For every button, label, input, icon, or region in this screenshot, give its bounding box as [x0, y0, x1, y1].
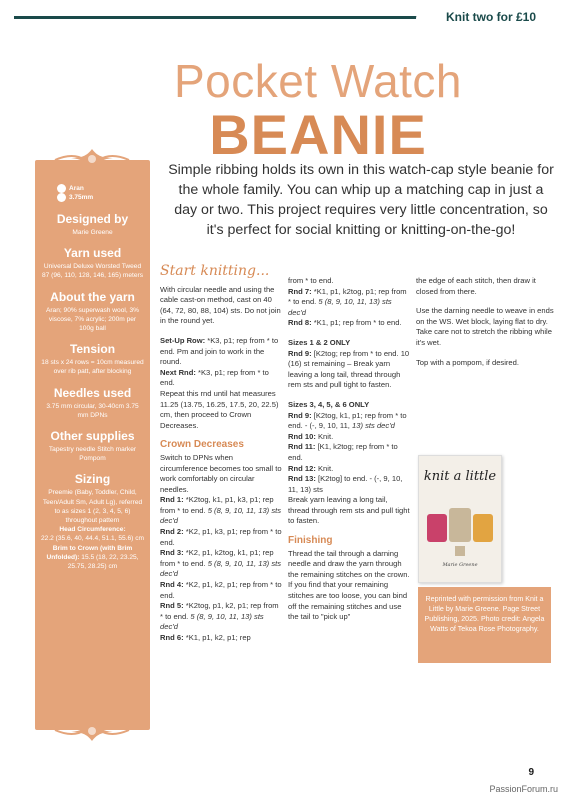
sizes-1-2-label: Sizes 1 & 2 ONLY [288, 337, 351, 347]
ornament-bottom-icon [35, 718, 150, 744]
setup-row-text: *K3, p1; rep from * to end. Pm and join to work in the round. [160, 335, 279, 367]
needle-size: 3.75mm [69, 194, 94, 202]
rnd-11-text: [K1, k2tog; rep from * to end. [288, 442, 398, 462]
about-yarn-heading: About the yarn [50, 289, 135, 304]
rnd-6-continued: from * to end. [288, 276, 334, 285]
next-rnd [160, 368, 282, 389]
rnd-5-label: Rnd 5: [160, 601, 184, 611]
setup-row-label: Set-Up Row: [160, 335, 206, 345]
head-circ-label: Head Circumference: [59, 526, 126, 534]
yarn-used-heading: Yarn used [63, 246, 122, 261]
rnd-4-text: *K2, p1, k2, p1; rep from * to end. [160, 580, 282, 600]
next-rnd-label: Next Rnd: [160, 367, 196, 377]
rnd-9b-label: Rnd 9: [288, 410, 312, 420]
rnd-9a-label: Rnd 9: [288, 348, 312, 358]
pattern-column-2 [288, 276, 410, 623]
col3-p2: Use the darning needle to weave in ends on the WS. Wet block, laying flat to dry. Take care not to stretch the ribbing while it's wet. [416, 306, 554, 347]
rnd-8 [288, 318, 410, 329]
designer-name: Marie Greene [72, 229, 113, 236]
rnd-7 [288, 287, 410, 319]
rnd-9b-text: [K2tog, k1, p1; rep from * to end. - (-, 9, 10, 11, [288, 410, 407, 431]
tension-text: 18 sts x 24 rows = 10cm measured over rib patt, after blocking [41, 359, 144, 376]
repeat-paragraph: Repeat this rnd until hat measures 11.25 (13.75, 16.25, 17.5, 20, 22.5) cm, then proceed to Crown Decreases. [160, 388, 279, 430]
rnd-9a [288, 349, 410, 391]
sizes-3-6-label: Sizes 3, 4, 5, & 6 ONLY [288, 399, 370, 409]
rnd-3 [160, 548, 282, 580]
rnd-9a-text: [K2tog; rep from * to end. 10 (16) st remaining – Break yarn leaving a long tail, thread through rem sts and pull tight to fasten. [288, 348, 410, 390]
col3-p3: Top with a pompom, if desired. [416, 357, 519, 367]
col3-p1: the edge of each stitch, then draw it closed from there. [416, 276, 536, 296]
finishing-text: Thread the tail through a darning needle and draw the yarn through the remaining stitches on the crown. If you find that your remaining stitches are too loose, you can bind off the remaining stitches and use the tail to "pick up" [288, 548, 410, 622]
crown-paragraph: Switch to DPNs when circumference becomes too small to work comfortably on circular needles. [160, 452, 282, 494]
yarn-ball-icon [57, 184, 66, 193]
book-cover-title: knit a little [423, 469, 497, 484]
rnd-11 [288, 442, 410, 463]
book-cover-author: Marie Greene [442, 562, 478, 568]
rnd-13 [288, 474, 410, 495]
tension-heading: Tension [69, 342, 116, 357]
ornament-top-icon [35, 146, 150, 172]
rnd-2-label: Rnd 2: [160, 527, 184, 537]
title-line2: BEANIE [209, 103, 427, 166]
rnd-6-label: Rnd 6: [160, 633, 184, 642]
rnd-2-text: *K2, p1, k3, p1; rep from * to end. [160, 527, 282, 547]
rnd-10-label: Rnd 10: [288, 431, 316, 441]
rnd-5-note: 5 (8, 9, 10, 11, 13) sts dec'd [160, 611, 264, 632]
cast-on-paragraph: With circular needle and using the cable cast-on method, cast on 40 (64, 72, 80, 88, 104) sts. Do not join in the round yet. [160, 284, 281, 326]
pattern-column-3 [416, 276, 554, 377]
sizes-1-2-heading [288, 338, 410, 349]
sizing-text [41, 488, 144, 571]
rnd-8-text: *K1, p1; rep from * to end. [313, 318, 402, 328]
rnd-10 [288, 432, 410, 443]
rnd-6-text: *K1, p1, k2, p1; rep [185, 633, 251, 642]
sizes-3-6-heading [288, 400, 410, 411]
photo-credit-box: Reprinted with permission from Knit a Little by Marie Greene. Page Street Publishing, 2025. Photo credit: Angela Watts of Tekoa Rose Photography. [418, 587, 551, 663]
book-cover-image [418, 455, 502, 583]
book-cover-illustration [419, 456, 501, 582]
rnd-6 [160, 633, 282, 644]
start-knitting-heading: Start knitting... [160, 263, 270, 279]
crown-decreases-heading: Crown Decreases [160, 439, 244, 451]
rnd-13-text: [K2tog] to end. - (-, 9, 10, 11, 13) sts [288, 474, 403, 494]
yarn-used-text: Universal Deluxe Worsted Tweed 87 (96, 110, 128, 146, 165) meters [41, 263, 144, 280]
rnd-9b-note: 13) sts dec'd [352, 421, 395, 431]
rnd-12-text: Knit. [317, 463, 334, 473]
rnd-7-text: *K1, p1, k2tog, p1; rep from * to end. [288, 286, 407, 307]
title-line1: Pocket Watch [173, 55, 463, 107]
rnd-10-text: Knit. [317, 431, 334, 441]
head-circ-value: 22.2 (35.6, 40, 44.4, 51.1, 55.6) cm [41, 535, 145, 543]
rnd-13-label: Rnd 13: [288, 474, 316, 484]
rnd-3-note: 5 (8, 9, 10, 11, 13) sts dec'd [160, 558, 282, 579]
needles-text: 3.75 mm circular, 30-40cm 3.75 mm DPNs [46, 402, 139, 419]
pattern-column-1 [160, 263, 282, 644]
rnd-9b [288, 411, 410, 432]
rnd-3-label: Rnd 3: [160, 548, 184, 558]
rnd-11-label: Rnd 11: [288, 442, 316, 452]
page-number: 9 [528, 767, 534, 778]
rnd-4 [160, 580, 282, 601]
rnd-13-tail: Break yarn leaving a long tail, thread through rem sts and pull tight to fasten. [288, 495, 410, 526]
designed-by-heading: Designed by [56, 212, 129, 226]
about-yarn-text: Aran; 90% superwash wool, 3% viscose, 7% acrylic; 200m per 100g ball [45, 306, 140, 333]
rnd-3-text: *K2, p1, k2tog, k1, p1; rep from * to end. [160, 548, 274, 568]
rnd-5-text: *K2tog, p1, k2, p1; rep from * to end. [160, 601, 279, 621]
next-rnd-text: *K3, p1; rep from * to end. [160, 367, 269, 388]
yarn-weight-row [57, 184, 93, 202]
rnd-7-note: 5 (8, 9, 10, 11, 13) sts dec'd [288, 297, 392, 317]
rnd-1-note: 5 (8, 9, 10, 11, 13) sts dec'd [160, 505, 282, 526]
info-sidebar [35, 160, 150, 730]
rnd-12 [288, 464, 410, 475]
sizing-body: Preemie (Baby, Toddler, Child, Teen/Adult Sm, Adult Lg), referred to as sizes 1 (2, 3, 4, 5, 6) throughout pattern [42, 489, 143, 525]
needle-icon [57, 193, 66, 202]
rnd-5 [160, 601, 282, 633]
rnd-8-label: Rnd 8: [288, 318, 312, 328]
sizing-heading: Sizing [74, 472, 111, 487]
rnd-1 [160, 495, 282, 527]
needles-heading: Needles used [53, 385, 132, 400]
rnd-4-label: Rnd 4: [160, 580, 184, 590]
rnd-2 [160, 527, 282, 548]
watermark: PassionForum.ru [489, 784, 558, 794]
supplies-text: Tapestry needle Stitch marker Pompom [48, 446, 137, 463]
rnd-7-label: Rnd 7: [288, 286, 312, 296]
yarn-weight: Aran [69, 185, 84, 192]
rnd-1-label: Rnd 1: [160, 495, 184, 505]
setup-row [160, 336, 282, 368]
finishing-heading: Finishing [288, 535, 333, 547]
intro-paragraph: Simple ribbing holds its own in this watch-cap style beanie for the whole family. You can whip up a matching cap in just a day or two. This project requires very little concentration, so it's perfect for social knitting or knitting-on-the-go! [168, 162, 554, 238]
rnd-1-text: *K2tog, k1, p1, k3, p1; rep from * to end. [160, 495, 274, 515]
brim-value: 15.5 (18, 22, 23.25, 25.75, 28.25) cm [67, 553, 139, 571]
rnd-12-label: Rnd 12: [288, 463, 316, 473]
magazine-section-title: Knit two for £10 [445, 10, 536, 24]
supplies-heading: Other supplies [50, 429, 135, 444]
brim-label: Brim to Crown (with Brim Unfolded): [46, 544, 133, 561]
